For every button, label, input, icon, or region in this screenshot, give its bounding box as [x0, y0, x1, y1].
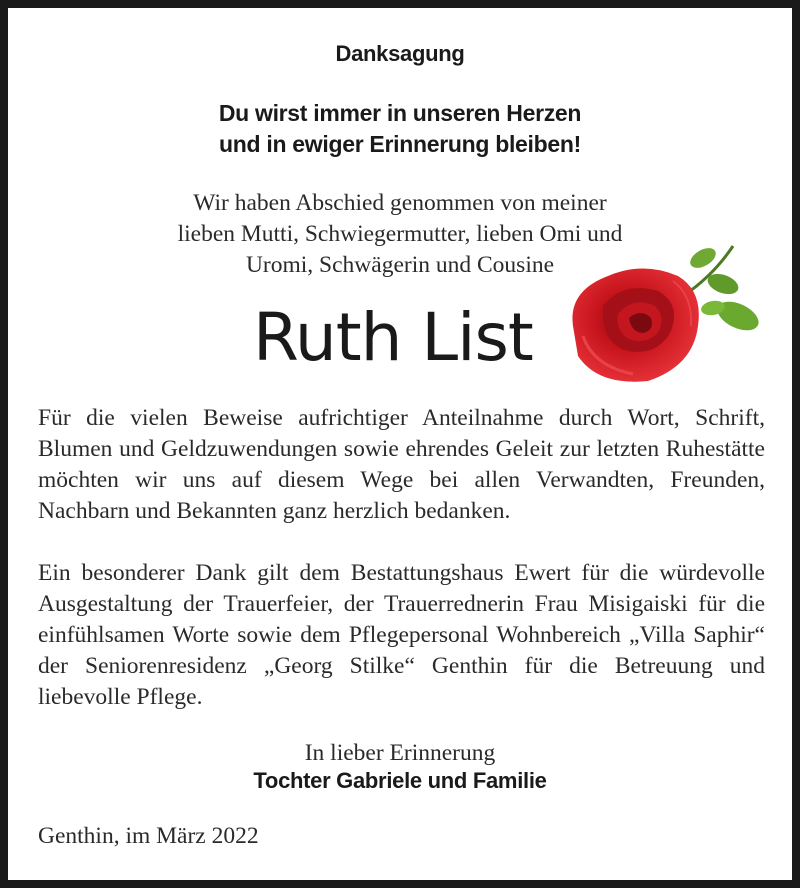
red-rose-image [563, 236, 763, 386]
closing-line: In lieber Erinnerung [304, 740, 496, 766]
signature: Tochter Gabriele und Familie [253, 768, 547, 793]
motto [8, 98, 792, 160]
intro-line-2: lieben Mutti, Schwiegermutter, lieben Omi und [177, 221, 623, 247]
motto-line-2: und in ewiger Erinnerung bleiben! [219, 131, 581, 157]
thanks-paragraph-2: Ein besonderer Dank gilt dem Bestattungshaus Ewert für die würdevolle Ausgestaltung der Trauerfeier, der Trauerrednerin Frau Misigaiski für die einfühlsamen Worte sowie dem Pflegepersonal Wohnbereich „Villa Saphir“ der Seniorenresidenz „Georg Stilke“ Genthin für die Betreuung und liebevolle Pflege. [38, 560, 765, 710]
deceased-name: Ruth List [253, 299, 533, 376]
heading: Danksagung [335, 41, 465, 66]
thanks-paragraph-1: Für die vielen Beweise aufrichtiger Anteilnahme durch Wort, Schrift, Blumen und Geldzuwendungen sowie ehrendes Geleit zur letzten Ruhestätte möchten wir uns auf diesem Wege bei allen Verwandten, Freunden, Nachbarn und Bekannten ganz herzlich bedanken. [38, 405, 765, 524]
motto-line-1: Du wirst immer in unseren Herzen [218, 100, 582, 126]
intro-line-3: Uromi, Schwägerin und Cousine [245, 252, 555, 278]
intro-line-1: Wir haben Abschied genommen von meiner [193, 190, 607, 216]
obituary-notice [8, 8, 792, 880]
place-date: Genthin, im März 2022 [38, 823, 259, 849]
